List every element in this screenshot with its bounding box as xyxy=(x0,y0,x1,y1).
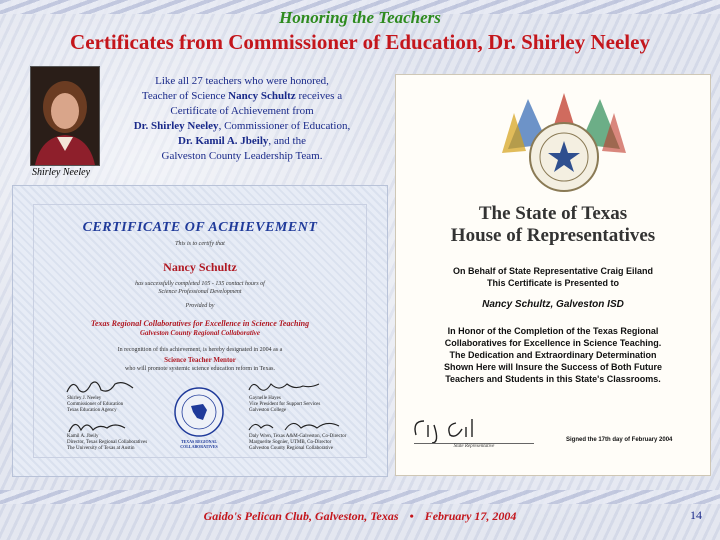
sig-block-right-1: Gaynelle Hayes Vice President for Support Services Galveston College xyxy=(249,396,321,413)
cert-provided: Provided by xyxy=(185,303,215,309)
sig-block-left-2: Kamil A. Jbeily Director, Texas Regional Collaboratives The University of Texas at Austin xyxy=(67,434,148,451)
bottom-decor-band xyxy=(0,490,720,504)
signature-craig-eiland xyxy=(410,415,520,445)
intro-text: Like all 27 teachers who were honored, Teacher of Science Nancy Schultz receives a Certificate of Achievement from Dr. Shirley Neeley, Commissioner of Education, Dr. Kamil A. Jbeily, and the Galveston County Leadership Team. xyxy=(133,75,351,162)
cert-mentor: Science Teacher Mentor xyxy=(164,356,236,364)
sig-block-left-1: Shirley J. Neeley Commissioner of Education Texas Education Agency xyxy=(67,396,124,413)
cert-certify: This is to certify that xyxy=(175,241,225,247)
cert-completed-2: Science Professional Development xyxy=(158,289,242,295)
footer-bullet: • xyxy=(409,509,414,523)
house-heading-1: The State of Texas xyxy=(478,203,628,224)
slide-title: Certificates from Commissioner of Education, Dr. Shirley Neeley xyxy=(70,30,650,54)
seal-label: TEXAS REGIONAL COLLABORATIVES xyxy=(180,439,218,449)
page-number: 14 xyxy=(690,508,702,522)
signature-wren-sognier xyxy=(245,414,345,436)
signature-hayes xyxy=(245,376,325,398)
house-behalf: On Behalf of State Representative Craig Eiland xyxy=(452,266,654,276)
signature-neeley xyxy=(63,376,143,398)
slide-subtitle: Honoring the Teachers xyxy=(279,8,441,27)
caption-shirley-neeley: Shirley Neeley xyxy=(32,167,91,178)
signature-jbeily xyxy=(63,414,143,436)
house-of-representatives-certificate xyxy=(395,74,711,476)
certificate-of-achievement xyxy=(12,185,388,477)
house-heading-2: House of Representatives xyxy=(450,225,656,246)
cert-completed-1: has successfully completed 105 - 135 contact hours of xyxy=(135,281,265,287)
house-recipient: Nancy Schultz, Galveston ISD xyxy=(482,299,624,310)
house-presented: This Certificate is Presented to xyxy=(486,278,620,288)
cert-recipient: Nancy Schultz xyxy=(163,260,237,274)
footer-venue: Gaido's Pelican Club, Galveston, Texas xyxy=(203,509,399,523)
house-honor-text: In Honor of the Completion of the Texas Regional Collaboratives for Excellence in Science Teaching. The Dedication and Extraordinary Determination Shown Here will Insure the Success of Both Future Teachers and Students in this State's Classrooms. xyxy=(443,326,663,384)
house-sig-title: State Representative xyxy=(414,443,534,449)
cert-recognition: In recognition of this achievement, is hereby designated in 2004 as a xyxy=(117,347,283,353)
cert-program: Texas Regional Collaboratives for Excellence in Science Teaching xyxy=(90,319,310,328)
photo-shirley-neeley xyxy=(30,66,100,166)
sig-block-right-2: Daly Wren, Texas A&M-Galveston, Co-Director Marguerite Sognier, UTMB, Co-Director Galveston County Regional Collaborative xyxy=(249,434,347,451)
footer-date: February 17, 2004 xyxy=(424,509,517,523)
house-signed-date: Signed the 17th day of February 2004 xyxy=(566,437,673,443)
cert-reform: who will promote systemic science education reform in Texas. xyxy=(125,366,275,372)
footer xyxy=(0,509,720,524)
texas-state-seal-icon xyxy=(488,89,638,199)
cert-collaborative: Galveston County Regional Collaborative xyxy=(140,329,260,337)
texas-seal-icon xyxy=(173,386,225,438)
cert-heading: CERTIFICATE OF ACHIEVEMENT xyxy=(82,220,318,235)
